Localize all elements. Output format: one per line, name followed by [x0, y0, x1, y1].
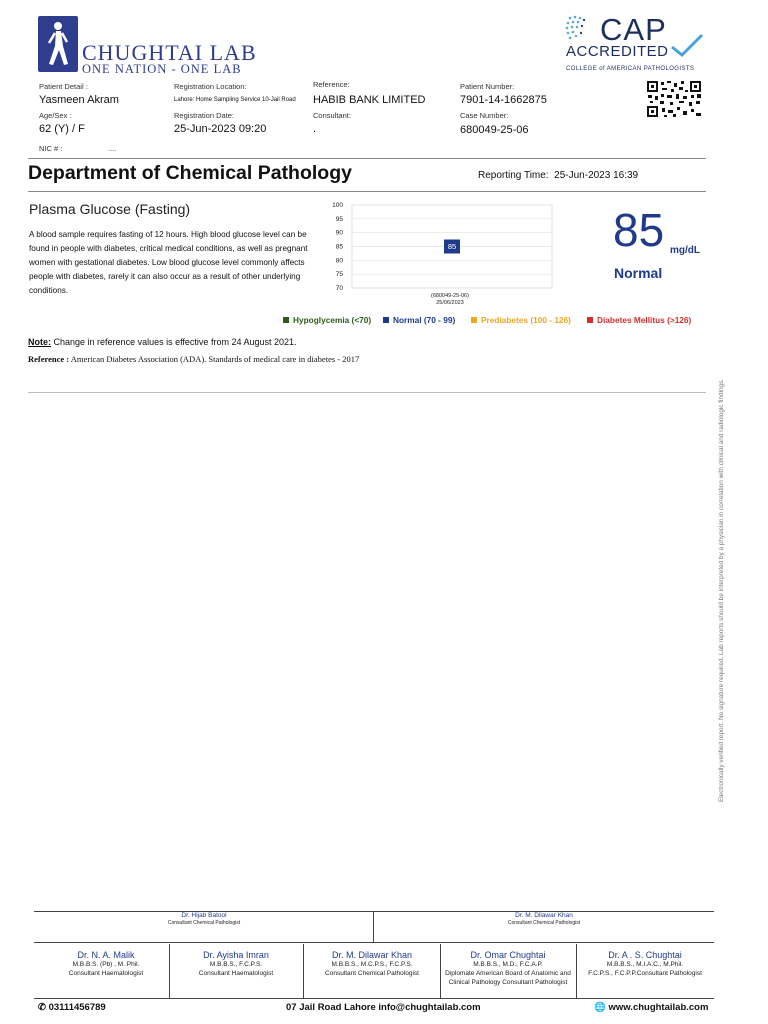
- signature-na-malik: Dr. N. A. Malik M.B.B.S. (Pb) , M. Phil. Consultant Haematologist: [68, 950, 144, 977]
- chart-points: [444, 240, 460, 254]
- cap-dots-icon: [564, 14, 598, 42]
- legend-item-hypoglycemia: Hypoglycemia (<70): [283, 315, 371, 325]
- walking-man-logo-icon: [38, 16, 78, 72]
- signature-dilawar-khan: Dr. M. Dilawar Khan Consultant Chemical Pathologist: [507, 912, 581, 926]
- legend-item-diabetes: Diabetes Mellitus (>126): [587, 315, 691, 325]
- footer-website[interactable]: 🌐 www.chughtailab.com: [594, 1002, 709, 1013]
- patient-number-label: Patient Number:: [460, 82, 515, 91]
- test-description: A blood sample requires fasting of 12 hours. High blood glucose level can be found in people with diabetes, critical medical conditions, as well as pregnant women with gestational diabetes. Low blood glucose level commonly affects people with diabetes, rarely it can also occur as a result of other underlying conditions.: [29, 230, 308, 295]
- signature-as-chughtai: Dr. A . S. Chughtai M.B.B.S., M.I.A.C., M.Phil. F.C.P.S., F.C.P.P.Consultant Pathologist: [588, 950, 702, 977]
- cap-wordmark: CAP: [600, 12, 667, 47]
- patient-detail-label: Patient Detail :: [39, 82, 88, 91]
- svg-text:Electronically verified report: Electronically verified report. No signature required. Lab reports should be interpreted by a physician in correlation with clinical and radiologic findings.: [718, 378, 725, 802]
- age-sex-label: Age/Sex :: [39, 111, 72, 120]
- reg-date-value: 25-Jun-2023 09:20: [174, 123, 267, 135]
- cap-accredited: ACCREDITED: [566, 43, 669, 60]
- reporting-time: Reporting Time: 25-Jun-2023 16:39: [478, 170, 639, 181]
- reg-location-value: Lahore: Home Sampling Service 10-Jail Road: [174, 97, 296, 103]
- consultant-label: Consultant:: [313, 111, 351, 120]
- chart-point: [444, 240, 460, 254]
- patient-number-value: 7901-14-1662875: [460, 94, 547, 106]
- reference-citation: Reference : American Diabetes Association (ADA). Standards of medical care in diabetes - 2017: [28, 354, 360, 364]
- signature-omar-chughtai: Dr. Omar Chughtai M.B.B.S., M.D., F.C.A.P. Diplomate American Board of Anatomic and Clinical Pathology Consultant Pathologist: [445, 950, 571, 986]
- consultant-value: .: [313, 123, 317, 135]
- reg-date-label: Registration Date:: [174, 111, 235, 120]
- cap-accreditation-badge: [564, 14, 714, 76]
- chart-y-tick-label: 70: [335, 285, 343, 292]
- chart-x-label-date: 25/06/2023: [436, 300, 464, 306]
- chart-y-tick-label: 75: [335, 271, 343, 279]
- patient-name: Yasmeen Akram: [39, 94, 119, 106]
- test-name: Plasma Glucose (Fasting): [29, 201, 191, 217]
- divider: [303, 944, 304, 998]
- legend-swatch: [587, 317, 593, 323]
- nic-label: NIC # :: [39, 144, 63, 153]
- case-number-label: Case Number:: [460, 111, 509, 120]
- chart-y-tick-label: 85: [335, 243, 343, 251]
- nic-value: ....: [108, 144, 117, 153]
- note: Note: Change in reference values is effective from 24 August 2021.: [28, 337, 297, 347]
- legend-item-prediabetes: Prediabetes (100 - 126): [471, 315, 571, 325]
- divider: [34, 942, 714, 943]
- divider: [28, 392, 706, 393]
- chart-y-tick-label: 90: [335, 229, 343, 237]
- reference-value: HABIB BANK LIMITED: [313, 94, 426, 106]
- footer-address[interactable]: 07 Jail Road Lahore info@chughtailab.com: [286, 1002, 481, 1013]
- department-title: Department of Chemical Pathology: [28, 162, 352, 184]
- signature-hijab-batool: Dr. Hijab Batool Consultant Chemical Pathologist: [167, 912, 241, 926]
- result-value: 85: [613, 204, 665, 256]
- chart-y-ticks: [332, 202, 343, 292]
- legend-swatch: [471, 317, 477, 323]
- chart-x-label-case: (680049-25-06): [431, 293, 469, 299]
- globe-icon: 🌐: [594, 1002, 606, 1013]
- footer-phone[interactable]: ✆ 03111456789: [38, 1002, 106, 1013]
- lab-tagline: ONE NATION - ONE LAB: [82, 62, 242, 76]
- reference-label: Reference:: [313, 80, 350, 89]
- result-unit: mg/dL: [670, 245, 700, 256]
- signature-ayisha-imran: Dr. Ayisha Imran M.B.B.S., F.C.P.S. Consultant Haematologist: [198, 950, 274, 977]
- chart-y-tick-label: 95: [335, 215, 343, 223]
- phone-icon: ✆: [38, 1002, 46, 1013]
- side-verification-note: [716, 285, 726, 805]
- divider: [34, 998, 714, 999]
- reg-location-label: Registration Location:: [174, 82, 247, 91]
- legend-swatch: [383, 317, 389, 323]
- case-number-value: 680049-25-06: [460, 124, 529, 136]
- qr-code-icon: [646, 80, 702, 118]
- chart-y-tick-label: 100: [332, 202, 343, 209]
- checkmark-icon: [670, 33, 704, 57]
- divider: [28, 191, 706, 192]
- cap-subtitle: COLLEGE of AMERICAN PATHOLOGISTS: [566, 66, 695, 72]
- lab-name: CHUGHTAI LAB: [82, 40, 257, 65]
- signature-dilawar-khan-2: Dr. M. Dilawar Khan M.B.B.S., M.C.P.S., F.C.P.S. Consultant Chemical Pathologist: [325, 950, 419, 977]
- lab-logo: [38, 16, 258, 76]
- chart-y-tick-label: 80: [335, 257, 343, 265]
- divider: [28, 158, 706, 159]
- legend-item-normal: Normal (70 - 99): [383, 315, 455, 325]
- age-sex-value: 62 (Y) / F: [39, 123, 85, 135]
- chart-point-label: 85: [447, 242, 457, 251]
- result-flag: Normal: [614, 265, 663, 281]
- glucose-chart: [320, 196, 570, 308]
- legend-swatch: [283, 317, 289, 323]
